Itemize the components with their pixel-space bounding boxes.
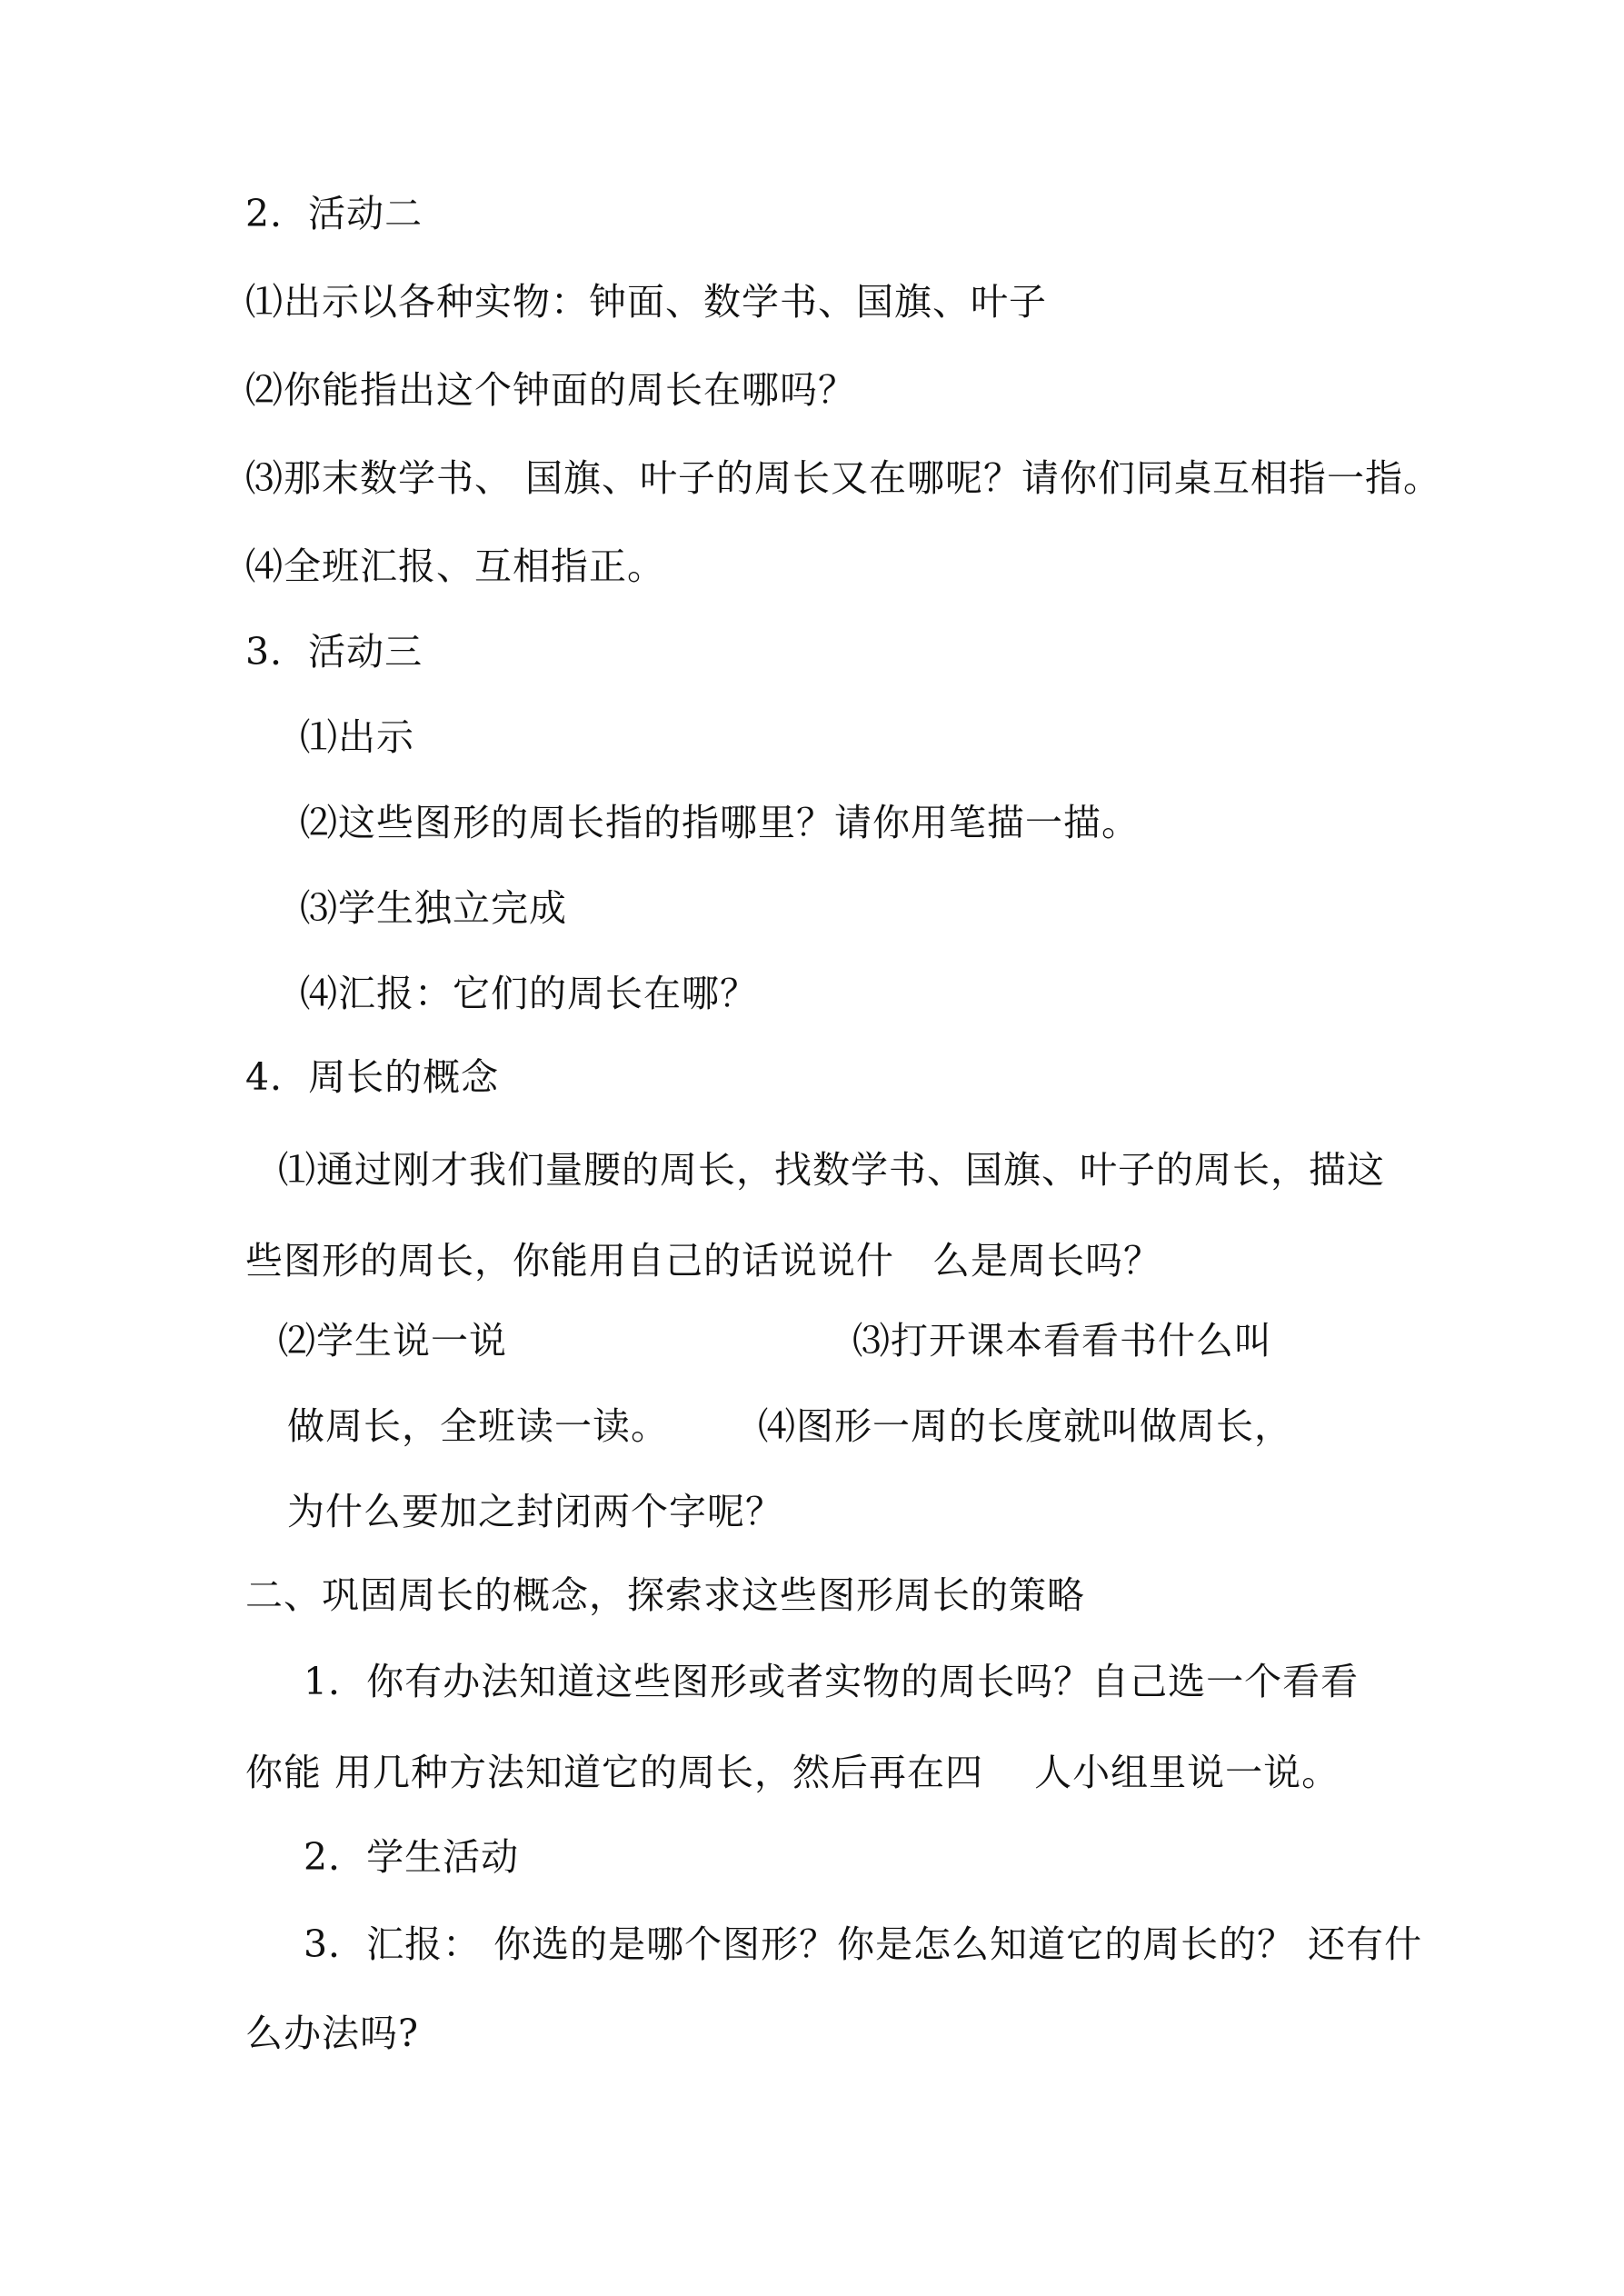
paragraph: ⑴出示 bbox=[300, 715, 414, 759]
paragraph: 3．汇报： 你选的是哪个图形？你是怎么知道它的周长的？ 还有什 bbox=[304, 1922, 1423, 1966]
heading-activity-three: 3．活动三 bbox=[245, 630, 423, 674]
paragraph: 么办法吗? bbox=[245, 2011, 419, 2055]
paragraph: ⑵你能指出这个钟面的周长在哪吗？ bbox=[245, 368, 856, 412]
paragraph: ⑷图形一周的长度就叫做周长， bbox=[758, 1404, 1292, 1448]
paragraph: ⑵学生说一说 bbox=[278, 1319, 507, 1363]
paragraph: ⑷全班汇报、互相指正。 bbox=[245, 544, 665, 588]
heading-activity-two: 2．活动二 bbox=[245, 192, 423, 235]
paragraph: ⑶学生独立完成 bbox=[300, 886, 567, 930]
paragraph: ⑷汇报：它们的周长在哪？ bbox=[300, 972, 758, 1015]
paragraph: 1．你有办法知道这些图形或者实物的周长吗？自己选一个看看 bbox=[304, 1660, 1360, 1703]
paragraph: ⑶打开课本看看书什么叫 bbox=[852, 1319, 1272, 1363]
paragraph: 为什么要加之封闭两个字呢？ bbox=[287, 1490, 783, 1533]
paragraph: 做周长，全班读一读。 bbox=[287, 1404, 669, 1448]
paragraph: 些图形的周长，你能用自己的话说说什 么是周长吗？ bbox=[245, 1239, 1161, 1283]
paragraph: ⑴出示以各种实物：钟面、数学书、国旗、叶子 bbox=[245, 280, 1047, 324]
paragraph: ⑵这些图形的周长指的指哪里？请你用笔描一描。 bbox=[300, 801, 1140, 844]
paragraph: 2．学生活动 bbox=[304, 1835, 520, 1879]
paragraph: ⑴通过刚才我们量腰的周长，找数学书、国旗、叶子的周长，描这 bbox=[278, 1148, 1385, 1192]
paragraph: ⑶那末数学书、 国旗、叶子的周长又在哪呢？请你们同桌互相指一指。 bbox=[245, 456, 1442, 500]
paragraph: 你能 用几种方法知道它的周长，然后再在四 人小组里说一说。 bbox=[245, 1751, 1340, 1794]
heading-perimeter-concept: 4．周长的概念 bbox=[245, 1055, 500, 1099]
section-heading: 二、巩固周长的概念，探索求这些图形周长的策略 bbox=[245, 1573, 1085, 1617]
